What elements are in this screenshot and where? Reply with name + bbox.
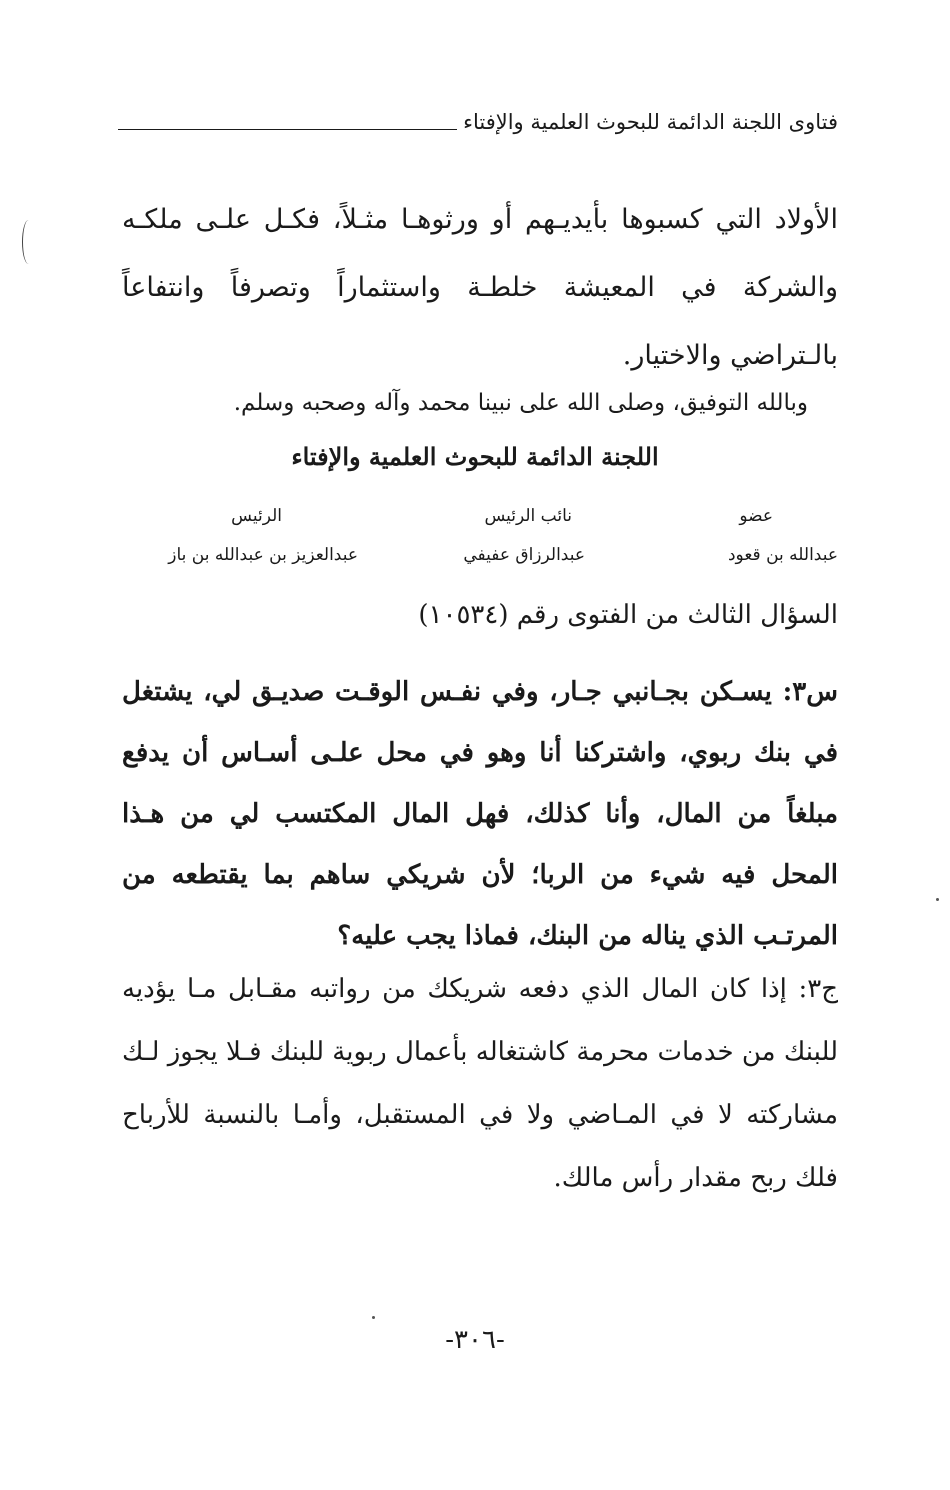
signature-name-member: عبدالله بن قعود [727, 545, 838, 565]
signature-role-vice-president: نائب الرئيس [484, 506, 572, 526]
signature-role-president: الرئيس [231, 506, 282, 526]
signature-role-member: عضو [739, 506, 773, 526]
scan-speck [372, 1316, 375, 1319]
page-number: -٣٠٦- [445, 1325, 505, 1355]
question-paragraph: س٣: يسـكن بجـانبي جـار، وفي نفـس الوقـت صديـق لي، يشتغل في بنك ربوي، واشتركنا أنا وهو في محل علـى أسـاس أن يدفع مبلغاً من المال، وأنا كذلك، فهل المال المكتسب لي من هـذا المحل فيه شيء من الربا؛ لأن شريكي ساهم بما يقتطعه من المرتـب الذي يناله من البنك، فماذا يجب عليه؟ [122, 677, 839, 951]
scan-speck [936, 898, 939, 901]
header-title: فتاوى اللجنة الدائمة للبحوث العلمية والإفتاء [463, 110, 838, 134]
fatwa-reference: السؤال الثالث من الفتوى رقم (١٠٥٣٤) [418, 600, 838, 630]
running-header [118, 112, 838, 133]
margin-mark [22, 220, 35, 264]
paragraph-1: الأولاد التي كسبوها بأيديـهم أو ورثوهـا مثـلاً، فكـل علـى ملكـه والشركة في المعيشة خلطـة واستثماراً وتصرفاً وانتفاعاً بالـتراضي والاختيار. [122, 204, 838, 371]
signature-name-vice-president: عبدالرزاق عفيفي [463, 545, 585, 565]
header-rule [118, 129, 457, 130]
committee-name: اللجنة الدائمة للبحوث العلمية والإفتاء [291, 442, 659, 471]
answer-paragraph: ج٣: إذا كان المال الذي دفعه شريكك من رواتبه مقـابل مـا يؤديه للبنك من خدمات محرمة كاشتغاله بأعمال ربوية للبنك فـلا يجوز لـك مشاركته لا في المـاضي ولا في المستقبل، وأمـا بالنسبة للأرباح فلك ربح مقدار رأس مالك. [122, 974, 838, 1193]
signature-name-president: عبدالعزيز بن عبدالله بن باز [168, 545, 358, 565]
closing-line: وبالله التوفيق، وصلى الله على نبينا محمد وآله وصحبه وسلم. [233, 390, 808, 416]
